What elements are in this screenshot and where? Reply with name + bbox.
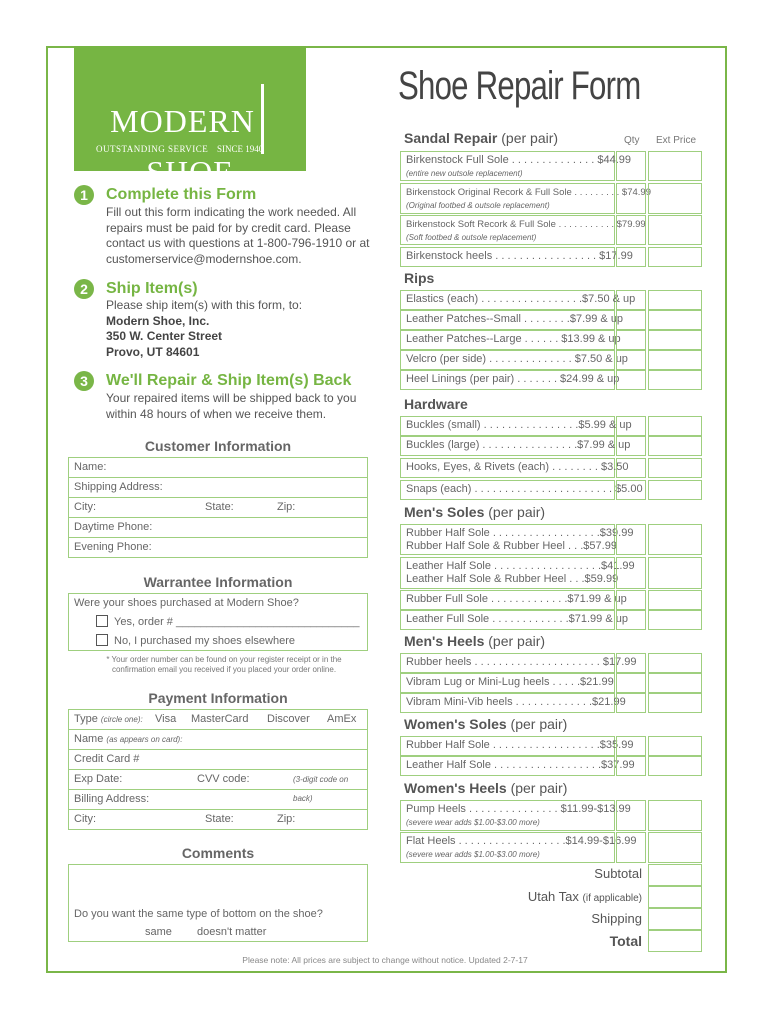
evening-phone-field[interactable]: Evening Phone:	[68, 537, 368, 558]
ext-price-field[interactable]	[648, 590, 702, 610]
qty-field[interactable]	[616, 247, 646, 267]
service-item: Leather Patches--Small . . . . . . . .$7.99 & up	[400, 310, 615, 330]
yes-checkbox[interactable]	[96, 615, 108, 627]
qty-field[interactable]	[616, 436, 646, 456]
ext-price-field[interactable]	[648, 693, 702, 713]
ext-price-field[interactable]	[648, 673, 702, 693]
shipping-label: Shipping	[591, 911, 642, 926]
womens-heels-heading: Women's Heels (per pair)	[404, 780, 568, 796]
hardware-heading: Hardware	[404, 396, 468, 412]
qty-field[interactable]	[616, 557, 646, 589]
step-3-text: Your repaired items will be shipped back to you within 48 hours of when we receive them.	[106, 391, 357, 421]
ext-price-field[interactable]	[648, 610, 702, 630]
service-item: Buckles (small) . . . . . . . . . . . . . . . .$5.99 & up	[400, 416, 615, 436]
payment-heading: Payment Information	[148, 690, 288, 706]
ext-price-field[interactable]	[648, 480, 702, 500]
qty-field[interactable]	[616, 524, 646, 555]
ext-price-field[interactable]	[648, 350, 702, 370]
ext-price-field[interactable]	[648, 458, 702, 478]
qty-field[interactable]	[616, 330, 646, 350]
logo-word-1: MODERN	[110, 103, 255, 139]
ext-price-field[interactable]	[648, 310, 702, 330]
service-item: Heel Linings (per pair) . . . . . . . $24.99 & up	[400, 370, 615, 390]
service-item: Hooks, Eyes, & Rivets (each) . . . . . . . . $3.50	[400, 458, 615, 478]
billing-city-field[interactable]: City: State: Zip:	[68, 809, 368, 830]
mens-soles-heading: Men's Soles (per pair)	[404, 504, 546, 520]
service-item: Flat Heels . . . . . . . . . . . . . . . . . .$14.99-$16.99 (severe wear adds $1.00-$3.00 more)	[400, 832, 615, 863]
ext-price-field[interactable]	[648, 416, 702, 436]
credit-card-field[interactable]: Credit Card #	[68, 749, 368, 770]
qty-field[interactable]	[616, 183, 646, 214]
ext-price-field[interactable]	[648, 736, 702, 756]
comments-box[interactable]: Do you want the same type of bottom on the shoe? same doesn't matter	[68, 864, 368, 942]
service-item: Vibram Lug or Mini-Lug heels . . . . .$21.99	[400, 673, 615, 693]
service-item: Rubber Half Sole . . . . . . . . . . . . . . . . . .$35.99	[400, 736, 615, 756]
ext-price-field[interactable]	[648, 557, 702, 589]
total-label: Total	[609, 933, 642, 949]
step-2-text: Please ship item(s) with this form, to: Modern Shoe, Inc. 350 W. Center Street Provo, UT 84601	[106, 298, 303, 359]
step-1: 1 Complete this Form	[74, 185, 256, 205]
brand-logo	[74, 46, 306, 190]
order-number-note: * Your order number can be found on your register receipt or in the confirmation email you received if you placed your order online.	[106, 655, 342, 674]
service-item: Elastics (each) . . . . . . . . . . . . . . . . .$7.50 & up	[400, 290, 615, 310]
card-type-field[interactable]: Type (circle one): Visa MasterCard Discover AmEx	[68, 709, 368, 730]
step-3: 3 We'll Repair & Ship Item(s) Back	[74, 371, 351, 391]
shipping-address-field[interactable]: Shipping Address:	[68, 477, 368, 498]
ext-price-field[interactable]	[648, 151, 702, 181]
step-2: 2 Ship Item(s)	[74, 279, 198, 299]
qty-field[interactable]	[616, 736, 646, 756]
qty-field[interactable]	[616, 370, 646, 390]
city-state-zip-field[interactable]: City: State: Zip:	[68, 497, 368, 518]
service-item: Rubber heels . . . . . . . . . . . . . . . . . . . . . $17.99	[400, 653, 615, 673]
card-name-field[interactable]: Name (as appears on card):	[68, 729, 368, 750]
ship-address-line-1: Modern Shoe, Inc.	[106, 313, 210, 328]
qty-header: Qty	[624, 135, 640, 146]
bottom-question: Do you want the same type of bottom on the shoe?	[74, 908, 323, 920]
subtotal-label: Subtotal	[594, 866, 642, 881]
total-field[interactable]	[648, 930, 702, 952]
ext-price-field[interactable]	[648, 330, 702, 350]
qty-field[interactable]	[616, 310, 646, 330]
ext-price-header: Ext Price	[656, 135, 697, 146]
logo-word-2: SHOE	[146, 154, 234, 190]
service-item: Pump Heels . . . . . . . . . . . . . . . $11.99-$13.99 (severe wear adds $1.00-$3.00 more)	[400, 800, 615, 831]
ext-price-field[interactable]	[648, 756, 702, 776]
qty-field[interactable]	[616, 693, 646, 713]
qty-field[interactable]	[616, 590, 646, 610]
ext-price-field[interactable]	[648, 183, 702, 214]
service-item: Birkenstock Original Recork & Full Sole . . . . . . . . . $74.99 (Original footbed & outsole replacement)	[400, 183, 615, 214]
logo-tagline: OUTSTANDING SERVICE	[96, 144, 209, 154]
ship-address-line-3: Provo, UT 84601	[106, 344, 200, 359]
warrantee-box: Were your shoes purchased at Modern Shoe? Yes, order # ______________________________ No, I purchased my shoes elsewhere	[68, 593, 368, 651]
qty-field[interactable]	[616, 673, 646, 693]
qty-field[interactable]	[616, 151, 646, 181]
womens-soles-heading: Women's Soles (per pair)	[404, 716, 568, 732]
service-item: Velcro (per side) . . . . . . . . . . . . . . $7.50 & up	[400, 350, 615, 370]
customer-info-heading: Customer Information	[144, 438, 292, 454]
service-item: Leather Full Sole . . . . . . . . . . . . .$71.99 & up	[400, 610, 615, 630]
qty-field[interactable]	[616, 416, 646, 436]
qty-field[interactable]	[616, 215, 646, 245]
ext-price-field[interactable]	[648, 370, 702, 390]
ext-price-field[interactable]	[648, 524, 702, 555]
ext-price-field[interactable]	[648, 215, 702, 245]
ext-price-field[interactable]	[648, 800, 702, 831]
subtotal-field[interactable]	[648, 864, 702, 886]
ext-price-field[interactable]	[648, 436, 702, 456]
qty-field[interactable]	[616, 653, 646, 673]
comments-heading: Comments	[181, 845, 255, 861]
qty-field[interactable]	[616, 480, 646, 500]
tax-label: Utah Tax (if applicable)	[527, 889, 642, 904]
qty-field[interactable]	[616, 756, 646, 776]
ext-price-field[interactable]	[648, 832, 702, 863]
ship-address-line-2: 350 W. Center Street	[106, 329, 223, 343]
logo-since: SINCE 1940	[217, 144, 264, 154]
billing-address-field[interactable]: Billing Address:	[68, 789, 368, 810]
service-item: Buckles (large) . . . . . . . . . . . . . . . .$7.99 & up	[400, 436, 615, 456]
qty-field[interactable]	[616, 832, 646, 863]
step-1-text: Fill out this form indicating the work needed. All repairs must be paid for by credit card. Please contact us with questions at 1-800-796-1910 or at customerservice@modernshoe.com.	[106, 205, 370, 266]
shipping-field[interactable]	[648, 908, 702, 930]
ext-price-field[interactable]	[648, 290, 702, 310]
ext-price-field[interactable]	[648, 247, 702, 267]
warrantee-heading: Warrantee Information	[143, 574, 293, 590]
tax-field[interactable]	[648, 886, 702, 908]
rips-heading: Rips	[404, 270, 435, 286]
daytime-phone-field[interactable]: Daytime Phone:	[68, 517, 368, 538]
exp-cvv-field[interactable]: Exp Date: CVV code: (3-digit code on back)	[68, 769, 368, 790]
ext-price-field[interactable]	[648, 653, 702, 673]
service-item: Leather Half Sole . . . . . . . . . . . . . . . . . .$41.99 Leather Half Sole & Rubber Heel . . .$59.99	[400, 557, 615, 589]
page-title: Shoe Repair Form	[398, 64, 641, 108]
service-item: Birkenstock Full Sole . . . . . . . . . . . . . . $44.99 (entire new outsole replacement)	[400, 151, 615, 181]
service-item: Birkenstock Soft Recork & Full Sole . . . . . . . . . . . $79.99 (Soft footbed & outsole replacement)	[400, 215, 615, 245]
mens-heels-heading: Men's Heels (per pair)	[404, 633, 546, 649]
qty-field[interactable]	[616, 610, 646, 630]
service-item: Rubber Full Sole . . . . . . . . . . . . .$71.99 & up	[400, 590, 615, 610]
service-item: Rubber Half Sole . . . . . . . . . . . . . . . . . .$39.99 Rubber Half Sole & Rubber Heel . . .$57.99	[400, 524, 615, 555]
qty-field[interactable]	[616, 800, 646, 831]
sandal-heading: Sandal Repair (per pair)	[404, 130, 559, 146]
service-item: Snaps (each) . . . . . . . . . . . . . . . . . . . . . . . $5.00	[400, 480, 615, 500]
service-item: Leather Half Sole . . . . . . . . . . . . . . . . . .$37.99	[400, 756, 615, 776]
service-item: Vibram Mini-Vib heels . . . . . . . . . . . . .$21.99	[400, 693, 615, 713]
qty-field[interactable]	[616, 350, 646, 370]
no-checkbox[interactable]	[96, 634, 108, 646]
service-item: Birkenstock heels . . . . . . . . . . . . . . . . . $17.99	[400, 247, 615, 267]
footer-note: Please note: All prices are subject to change without notice. Updated 2-7-17	[242, 955, 528, 965]
name-field[interactable]: Name:	[68, 457, 368, 478]
service-item: Leather Patches--Large . . . . . . $13.99 & up	[400, 330, 615, 350]
qty-field[interactable]	[616, 290, 646, 310]
qty-field[interactable]	[616, 458, 646, 478]
